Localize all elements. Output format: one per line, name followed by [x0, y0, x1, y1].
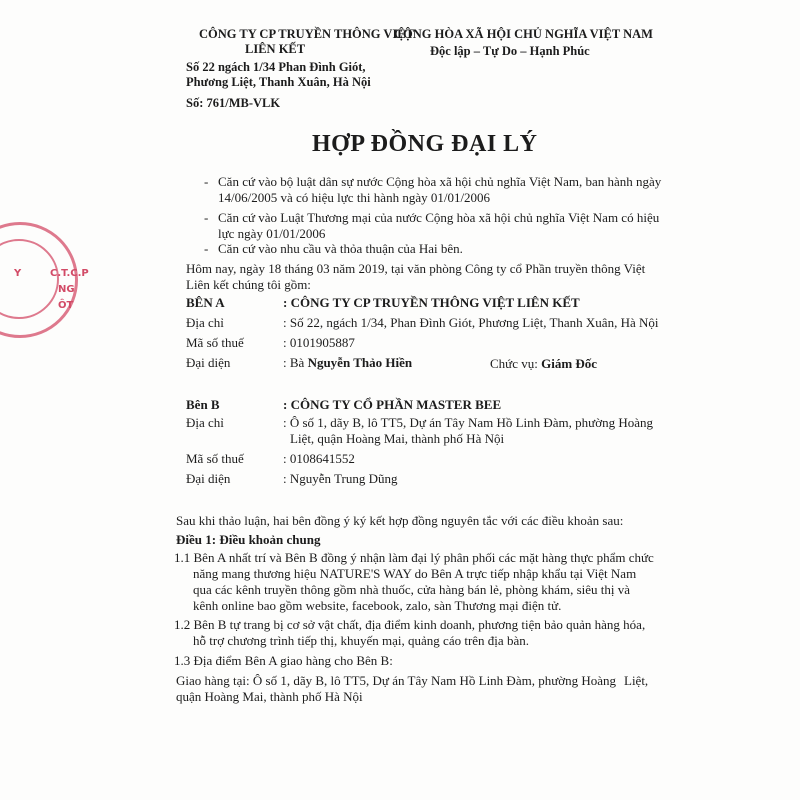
company-address-line1: Số 22 ngách 1/34 Phan Đình Giót,	[186, 60, 366, 74]
intro-line2: Liên kết chúng tôi gồm:	[186, 277, 311, 292]
clause-1-1-line1: 1.1 Bên A nhất trí và Bên B đồng ý nhận làm đại lý phân phối các mặt hàng thực phẩm chức	[174, 550, 654, 565]
clause-1-2-line1: 1.2 Bên B tự trang bị cơ sở vật chất, địa điểm kinh doanh, phương tiện bảo quản hàng hóa,	[174, 617, 646, 632]
article-1-title: Điều 1: Điều khoản chung	[176, 532, 321, 547]
clause-1-1-line3: qua các kênh truyền thông gồm nhà thuốc, cửa hàng bán lẻ, phòng khám, siêu thị và	[193, 582, 631, 597]
delivery-address-line2: quận Hoàng Mai, thành phố Hà Nội	[176, 689, 363, 704]
party-b-tax-code: : 0108641552	[283, 451, 355, 466]
contract-title: HỢP ĐỒNG ĐẠI LÝ	[312, 131, 538, 157]
party-a-position	[490, 355, 597, 372]
delivery-address-line1-end: Liệt,	[624, 673, 649, 688]
party-b-address-line1: : Ô số 1, dãy B, lô TT5, Dự án Tây Nam Hồ Linh Đàm, phường Hoàng	[283, 415, 653, 430]
seal-text-d: C.T.C.P	[50, 268, 89, 279]
document-number: Số: 761/MB-VLK	[186, 96, 281, 110]
basis-3-line1: - Căn cứ vào nhu cầu và thỏa thuận của Hai bên.	[218, 240, 463, 257]
basis-2-line1: - Căn cứ vào Luật Thương mại của nước Cộng hòa xã hội chủ nghĩa Việt Nam có hiệu	[218, 209, 659, 226]
seal-text-a: Y	[14, 268, 22, 279]
party-a-representative	[283, 355, 412, 371]
party-a-position-label: Chức vụ:	[490, 356, 542, 371]
nation-title: CỘNG HÒA XÃ HỘI CHỦ NGHĨA VIỆT NAM	[394, 27, 653, 41]
party-a-tax-code: : 0101905887	[283, 335, 355, 350]
delivery-address-line1: Giao hàng tại: Ô số 1, dãy B, lô TT5, Dự án Tây Nam Hồ Linh Đàm, phường Hoàng	[176, 673, 617, 688]
clause-1-3: 1.3 Địa điểm Bên A giao hàng cho Bên B:	[174, 653, 393, 668]
party-b-rep-label: Đại diện	[186, 471, 231, 486]
party-a-address: : Số 22, ngách 1/34, Phan Đình Giót, Phương Liệt, Thanh Xuân, Hà Nội	[283, 315, 659, 330]
seal-text-c: ÔT	[58, 300, 74, 311]
company-address-line2: Phương Liệt, Thanh Xuân, Hà Nội	[186, 75, 371, 89]
party-a-rep-name: Nguyễn Thảo Hiền	[307, 355, 413, 370]
party-b-representative: : Nguyễn Trung Dũng	[283, 471, 398, 486]
agreement-statement: Sau khi thảo luận, hai bên đồng ý ký kết hợp đồng nguyên tắc với các điều khoản sau:	[176, 513, 624, 528]
party-a-rep-prefix: : Bà	[283, 355, 308, 370]
party-b-label: Bên B	[186, 397, 220, 412]
party-b-name: : CÔNG TY CỔ PHẦN MASTER BEE	[283, 397, 502, 412]
party-a-name: : CÔNG TY CP TRUYỀN THÔNG VIỆT LIÊN KẾT	[283, 295, 580, 310]
party-b-address-line2: Liệt, quận Hoàng Mai, thành phố Hà Nội	[290, 431, 505, 446]
party-a-label: BÊN A	[186, 295, 225, 310]
national-motto: Độc lập – Tự Do – Hạnh Phúc	[430, 44, 590, 58]
basis-1-line1: - Căn cứ vào bộ luật dân sự nước Cộng hòa xã hội chủ nghĩa Việt Nam, ban hành ngày	[218, 173, 661, 190]
party-b-address-label: Địa chỉ	[186, 415, 224, 430]
seal-inner-ring	[0, 239, 59, 319]
company-name-line1: CÔNG TY CP TRUYỀN THÔNG VIỆT	[199, 27, 414, 41]
clause-1-2-line2: hỗ trợ chương trình tiếp thị, khuyến mại, quảng cáo trên địa bàn.	[193, 633, 529, 648]
party-a-address-label: Địa chỉ	[186, 315, 224, 330]
seal-text-b: NG	[58, 284, 75, 295]
company-seal-stamp	[0, 222, 78, 338]
basis-1-line2: 14/06/2005 và có hiệu lực thi hành ngày 01/01/2006	[218, 190, 491, 205]
basis-2-line2: lực ngày 01/01/2006	[218, 226, 326, 241]
company-name-line2: LIÊN KẾT	[245, 42, 306, 56]
party-a-tax-label: Mã số thuế	[186, 335, 244, 350]
party-a-rep-label: Đại diện	[186, 355, 231, 370]
clause-1-1-line2: năng mang thương hiệu NATURE'S WAY do Bên A trực tiếp nhập khẩu tại Việt Nam	[193, 566, 637, 581]
party-b-tax-label: Mã số thuế	[186, 451, 244, 466]
clause-1-1-line4: kênh online bao gồm website, facebook, zalo, sàn Thương mại điện tử.	[193, 598, 562, 613]
party-a-position-value: Giám Đốc	[541, 356, 598, 371]
intro-line1: Hôm nay, ngày 18 tháng 03 năm 2019, tại văn phòng Công ty cổ Phần truyền thông Việt	[186, 261, 646, 276]
